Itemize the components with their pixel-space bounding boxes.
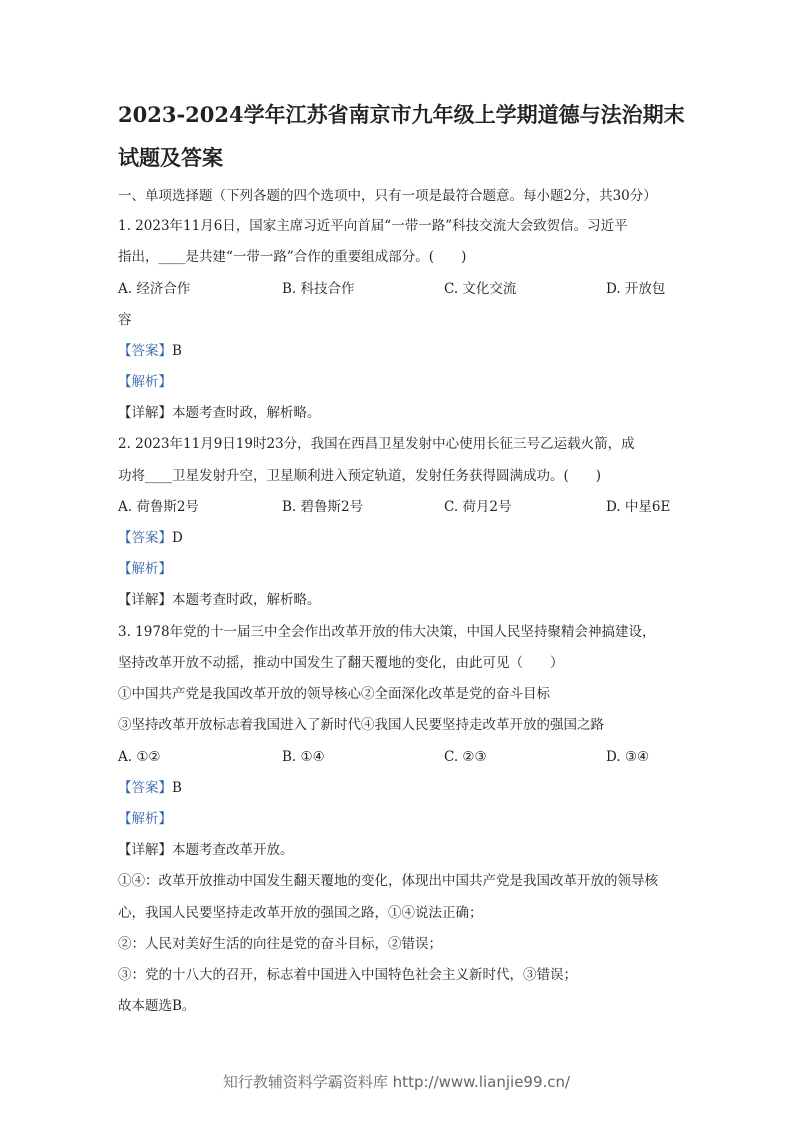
q3-option-c: C. ②③ — [444, 749, 487, 765]
detail-label: 【详解】 — [118, 592, 172, 608]
q1-analysis-label: 【解析】 — [118, 374, 172, 390]
q1-option-d: D. 开放包 — [606, 281, 666, 297]
detail-text: 本题考查时政，解析略。 — [172, 592, 321, 608]
q3-detail-line-2: ①④：改革开放推动中国发生翻天覆地的变化，体现出中国共产党是我国改革开放的领导核 — [118, 873, 658, 889]
q1-detail — [118, 403, 321, 423]
page-title-line-2: 试题及答案 — [118, 145, 223, 170]
detail-label: 【详解】 — [118, 842, 172, 858]
q2-option-d: D. 中星6E — [606, 499, 671, 515]
answer-label: 【答案】 — [118, 343, 172, 359]
q2-stem-line-1: 2. 2023年11月9日19时23分，我国在西昌卫星发射中心使用长征三号乙运载火箭，成 — [118, 436, 635, 452]
answer-label: 【答案】 — [118, 530, 172, 546]
q2-detail — [118, 590, 321, 610]
q2-option-b: B. 碧鲁斯2号 — [282, 499, 364, 515]
q1-option-c: C. 文化交流 — [444, 281, 517, 297]
q3-statement-line-2: ③坚持改革开放标志着我国进入了新时代④我国人民要坚持走改革开放的强国之路 — [118, 717, 604, 733]
q3-statement-line-1: ①中国共产党是我国改革开放的领导核心②全面深化改革是党的奋斗目标 — [118, 686, 550, 702]
answer-value: D — [172, 530, 183, 546]
detail-label: 【详解】 — [118, 405, 172, 421]
q3-option-b: B. ①④ — [282, 749, 325, 765]
q3-detail — [118, 840, 294, 860]
q3-option-a: A. ①② — [118, 749, 161, 765]
q1-option-a: A. 经济合作 — [118, 281, 191, 297]
q3-analysis-label: 【解析】 — [118, 811, 172, 827]
q1-option-b: B. 科技合作 — [282, 281, 355, 297]
answer-value: B — [172, 780, 182, 796]
q2-option-a: A. 荷鲁斯2号 — [118, 499, 199, 515]
footer-watermark: 知行教辅资料学霸资料库 http://www.lianjie99.cn/ — [222, 1073, 571, 1091]
q3-option-d: D. ③④ — [606, 749, 650, 765]
q2-option-c: C. 荷月2号 — [444, 499, 512, 515]
q1-stem-line-2: 指出，____是共建“一带一路”合作的重要组成部分。( ) — [118, 249, 467, 265]
q1-stem-line-1: 1. 2023年11月6日，国家主席习近平向首届“一带一路”科技交流大会致贺信。习近平 — [118, 218, 628, 234]
q2-answer — [118, 528, 183, 548]
q1-answer — [118, 341, 182, 361]
q3-stem-line-1: 3. 1978年党的十一届三中全会作出改革开放的伟大决策，中国人民坚持聚精会神搞建设， — [118, 624, 656, 640]
answer-value: B — [172, 343, 182, 359]
detail-text: 本题考查改革开放。 — [172, 842, 294, 858]
q3-detail-line-3: 心，我国人民要坚持走改革开放的强国之路，①④说法正确； — [118, 905, 483, 921]
q3-detail-line-6: 故本题选B。 — [118, 998, 196, 1014]
page-title-line-1: 2023-2024学年江苏省南京市九年级上学期道德与法治期末 — [118, 102, 685, 127]
q2-analysis-label: 【解析】 — [118, 561, 172, 577]
q3-stem-line-2: 坚持改革开放不动摇，推动中国发生了翻天覆地的变化，由此可见（ ） — [118, 655, 564, 671]
answer-label: 【答案】 — [118, 780, 172, 796]
detail-text: 本题考查时政，解析略。 — [172, 405, 321, 421]
q2-stem-line-2: 功将____卫星发射升空，卫星顺利进入预定轨道，发射任务获得圆满成功。( ) — [118, 468, 602, 484]
section-heading: 一、单项选择题（下列各题的四个选项中，只有一项是最符合题意。每小题2分，共30分） — [118, 188, 657, 204]
q3-answer — [118, 778, 182, 798]
q3-detail-line-5: ③：党的十八大的召开，标志着中国进入中国特色社会主义新时代，③错误； — [118, 967, 577, 983]
q3-detail-line-4: ②：人民对美好生活的向往是党的奋斗目标，②错误； — [118, 936, 442, 952]
q1-option-wrap: 容 — [118, 312, 132, 328]
